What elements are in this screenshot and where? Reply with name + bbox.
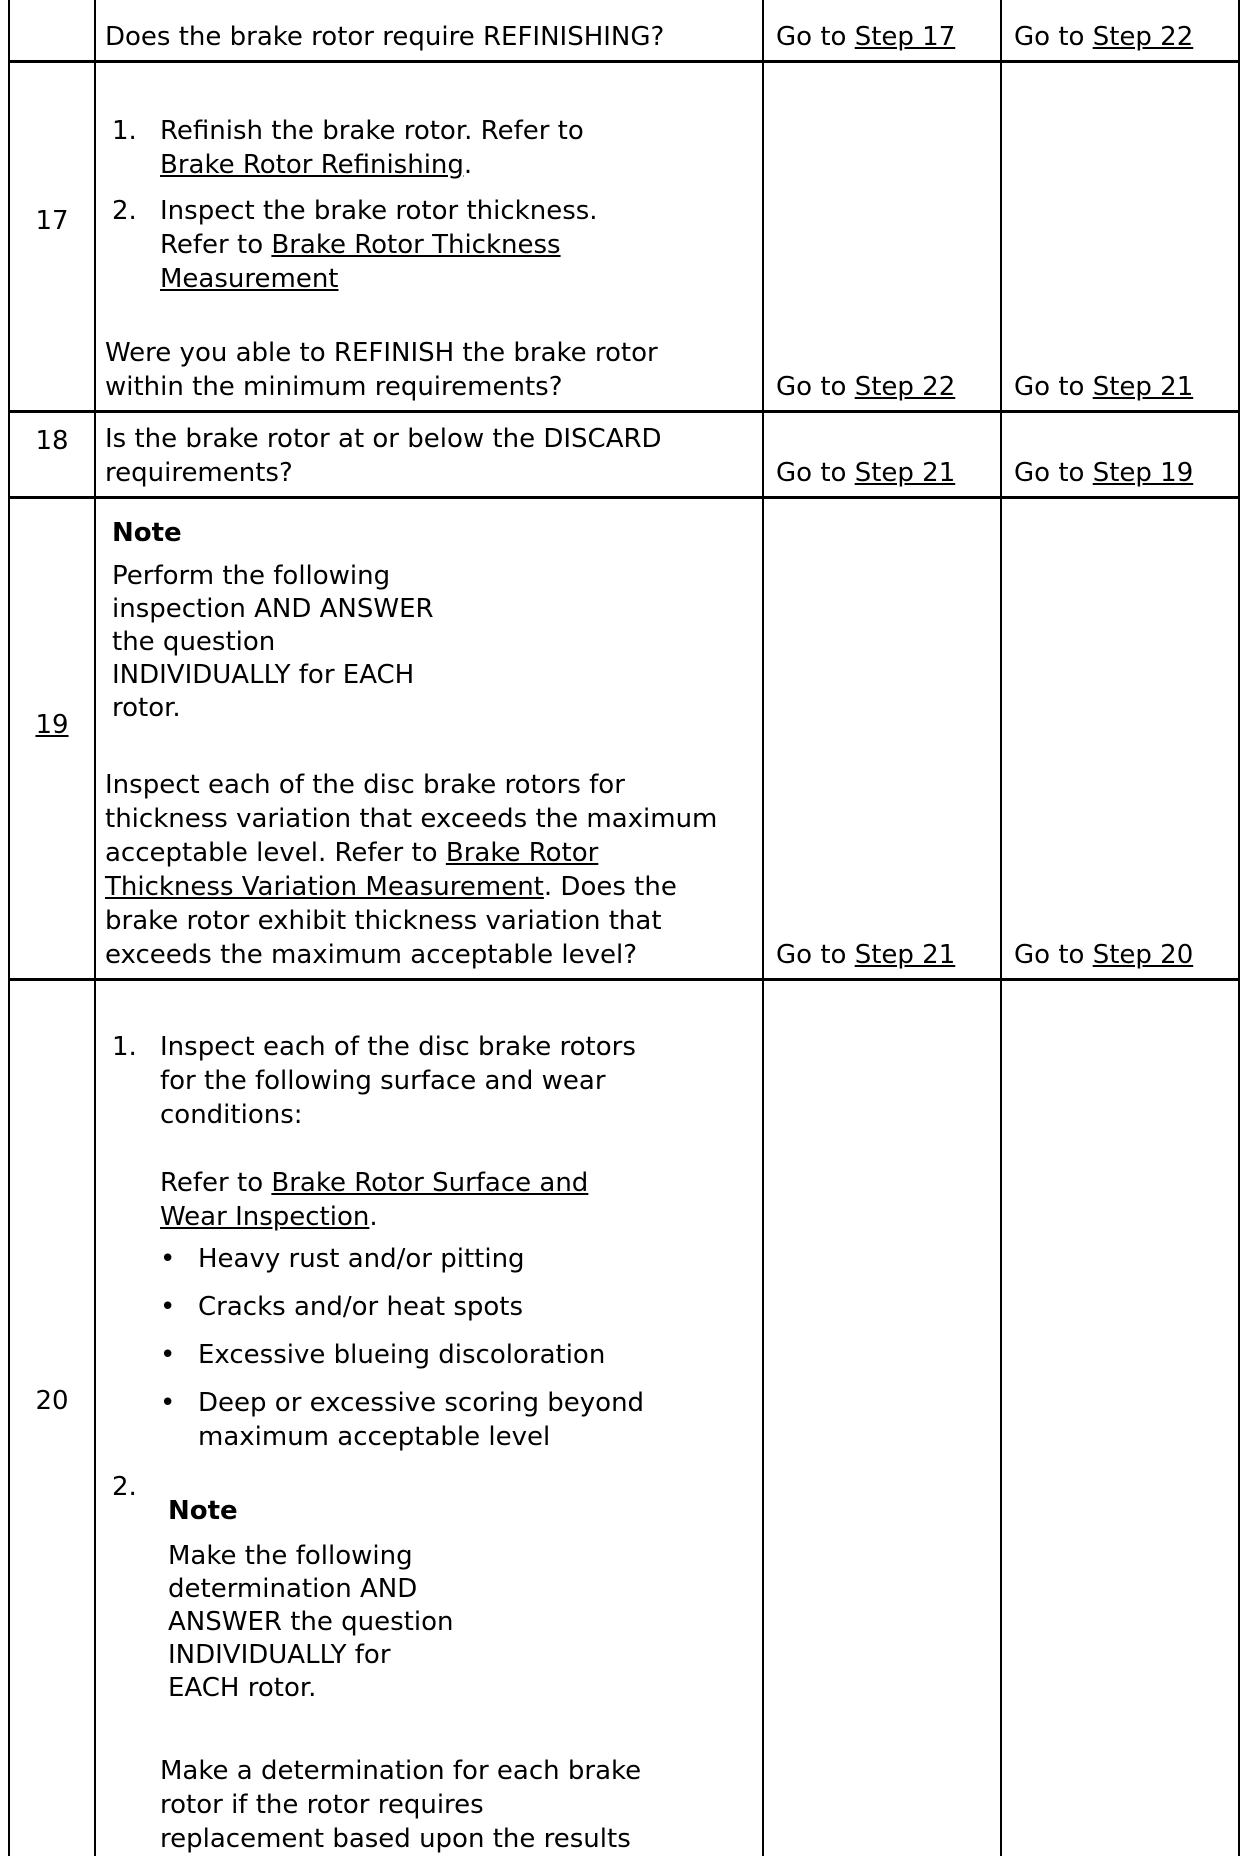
step-link[interactable]: Step 17 — [854, 22, 956, 52]
surface-wear-inspection-link[interactable]: Brake Rotor Surface and — [271, 1168, 589, 1198]
row-divider — [8, 496, 1240, 499]
row16-no-action: Go to Step 22 — [1014, 22, 1194, 52]
thickness-variation-link[interactable]: Brake Rotor — [445, 838, 599, 868]
brake-rotor-refinishing-link[interactable]: Brake Rotor Refinishing — [160, 150, 464, 180]
row-divider — [8, 978, 1240, 981]
row18-step-number: 18 — [35, 426, 69, 456]
bullet-item: Excessive blueing discoloration — [198, 1340, 606, 1370]
row20-refer: Refer to Brake Rotor Surface and Wear Inspection. — [160, 1168, 589, 1232]
row18-yes-action: Go to Step 21 — [776, 458, 956, 488]
step-link[interactable]: Step 21 — [854, 940, 956, 970]
row17-question: Were you able to REFINISH the brake rotor within the minimum requirements? — [105, 338, 658, 402]
bullet-icon: • — [160, 1292, 176, 1322]
row17-yes-action: Go to Step 22 — [776, 372, 956, 402]
brake-rotor-thickness-link[interactable]: Brake Rotor Thickness — [271, 230, 561, 260]
row19-yes-action: Go to Step 21 — [776, 940, 956, 970]
step-link[interactable]: Step 21 — [1092, 372, 1194, 402]
list-number: 1. — [112, 1032, 137, 1062]
step-link[interactable]: Step 20 — [1092, 940, 1194, 970]
row17-step-number: 17 — [35, 206, 69, 236]
row18-no-action: Go to Step 19 — [1014, 458, 1194, 488]
step-link[interactable]: Step 22 — [854, 372, 956, 402]
table-border-left — [8, 0, 10, 1856]
row-divider — [8, 410, 1240, 413]
row20-step-number: 20 — [35, 1386, 69, 1416]
row19-note: Perform the following inspection AND ANSWER the question INDIVIDUALLY for EACH rotor. — [112, 561, 434, 723]
bullet-icon: • — [160, 1340, 176, 1370]
surface-wear-inspection-link[interactable]: Wear Inspection — [160, 1202, 370, 1232]
row20-note: Make the following determination AND ANSWER the question INDIVIDUALLY for EACH rotor. — [168, 1541, 454, 1703]
row-divider — [8, 60, 1240, 63]
step-link[interactable]: Step 21 — [854, 458, 956, 488]
bullet-item: Deep or excessive scoring beyond maximum acceptable level — [198, 1388, 645, 1452]
row19-question: Inspect each of the disc brake rotors for thickness variation that exceeds the maximum acceptable level. Refer to Brake Rotor Thickness Variation Measurement. Does the brake rotor exhibit thickness variation that exceeds the maximum acceptable level? — [105, 770, 718, 970]
row20-item1: Inspect each of the disc brake rotors for the following surface and wear conditions: — [160, 1032, 636, 1130]
row16-yes-action: Go to Step 17 — [776, 22, 956, 52]
table-column-divider — [762, 0, 764, 1856]
thickness-variation-link[interactable]: Thickness Variation Measurement — [105, 872, 544, 902]
list-number: 1. — [112, 116, 137, 146]
bullet-item: Heavy rust and/or pitting — [198, 1244, 525, 1274]
row17-item1: Refinish the brake rotor. Refer to Brake Rotor Refinishing. — [160, 116, 584, 180]
brake-rotor-thickness-link[interactable]: Measurement — [160, 264, 339, 294]
note-title: Note — [168, 1496, 238, 1526]
bullet-item: Cracks and/or heat spots — [198, 1292, 524, 1322]
row20-determination: Make a determination for each brake rotor if the rotor requires replacement based upon the results — [160, 1756, 642, 1854]
row19-step-number[interactable]: 19 — [35, 710, 69, 740]
list-number: 2. — [112, 1472, 137, 1502]
row16-question: Does the brake rotor require REFINISHING? — [105, 22, 665, 52]
table-column-divider — [94, 0, 96, 1856]
table-border-right — [1238, 0, 1240, 1856]
bullet-icon: • — [160, 1244, 176, 1274]
step-link[interactable]: Step 22 — [1092, 22, 1194, 52]
list-number: 2. — [112, 196, 137, 226]
row17-item2: Inspect the brake rotor thickness. Refer to Brake Rotor Thickness Measurement — [160, 196, 598, 294]
row18-question: Is the brake rotor at or below the DISCARD requirements? — [105, 424, 662, 488]
bullet-icon: • — [160, 1388, 176, 1418]
table-column-divider — [1000, 0, 1002, 1856]
step-link[interactable]: Step 19 — [1092, 458, 1194, 488]
row19-no-action: Go to Step 20 — [1014, 940, 1194, 970]
row17-no-action: Go to Step 21 — [1014, 372, 1194, 402]
note-title: Note — [112, 518, 182, 548]
